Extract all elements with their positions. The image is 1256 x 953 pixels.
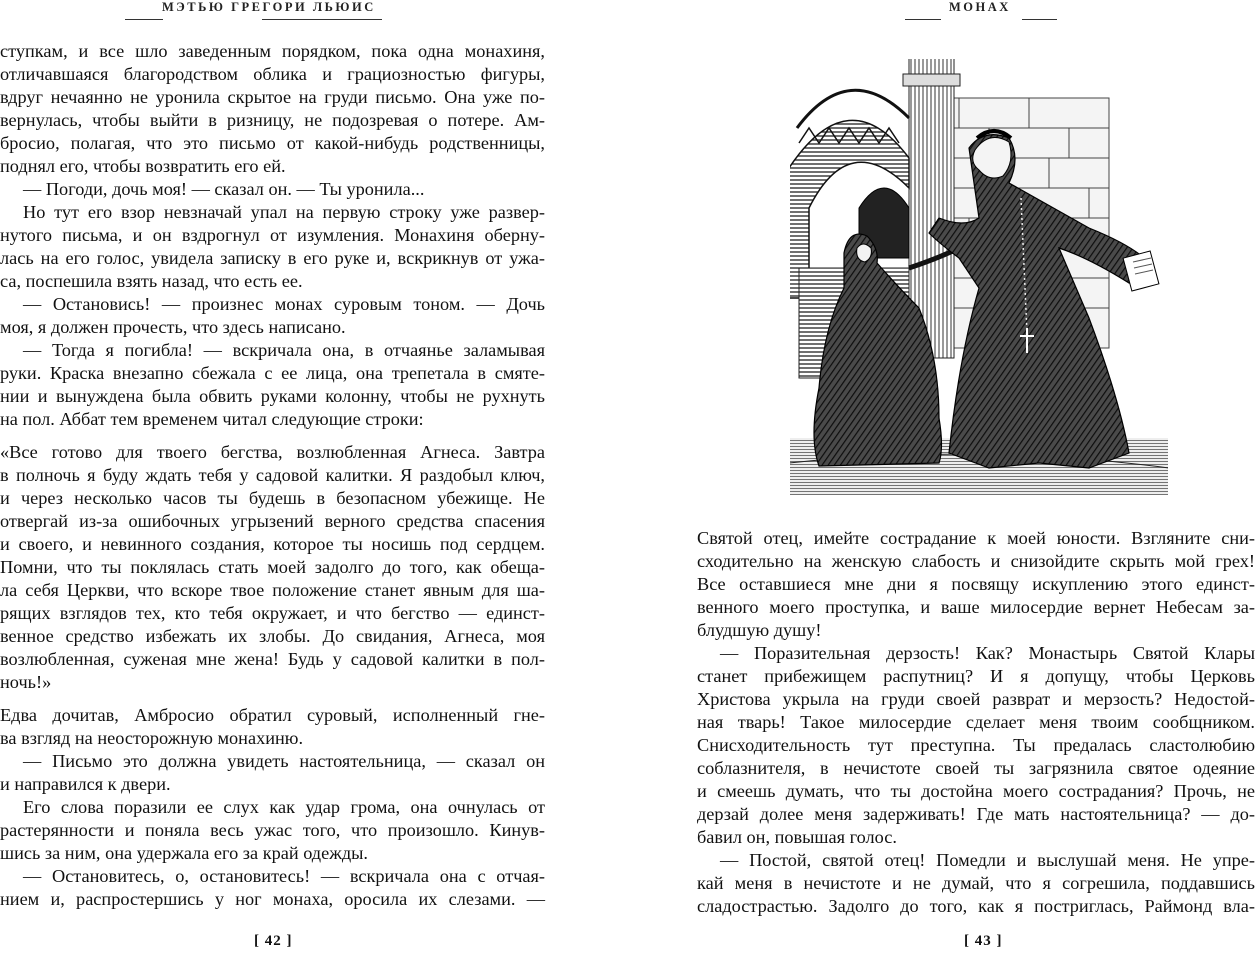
text-line: шись за ним, она удержала его за край одежды. (0, 843, 369, 863)
header-rule (1022, 19, 1057, 20)
text-line: и своего, и невинного создания, которое ты носишь под сердцем. (0, 534, 545, 554)
text-line: нием и, распростершись у ног монаха, оросила их слезами. — (0, 889, 545, 909)
paragraph-gap (0, 431, 545, 441)
text-line: венного моего проступка, и ваше милосердие вернет Небесам за- (697, 597, 1255, 617)
text-line: ва взгляд на неосторожную монахиню. (0, 728, 304, 748)
text-line: венное средство избежать их злобы. До свидания, Агнеса, моя (0, 626, 545, 646)
text-line: кай меня в нечистоте и не думай, что я согрешила, поддавшись (697, 873, 1255, 893)
text-line: ная тварь! Такое милосердие сделает меня твоим сообщником. (697, 712, 1255, 732)
text-line: нутого письма, и он вздрогнул от изумления. Монахиня оберну- (0, 225, 545, 245)
text-line: растерянности и поняла весь ужас того, что произошло. Кинув- (0, 820, 545, 840)
text-line: и через несколько часов ты будешь в безопасном убежище. Не (0, 488, 545, 508)
engraving-illustration (789, 58, 1169, 496)
text-line: вернулась, чтобы выйти в ризницу, не подозревая о потере. Ам- (0, 110, 545, 130)
body-text (697, 527, 1255, 918)
text-line: са, поспешила взять назад, что есть ее. (0, 271, 303, 291)
text-line: — Поразительная дерзость! Как? Монастырь Святой Клары (720, 643, 1255, 663)
text-line: Едва дочитав, Амбросио обратил суровый, исполненный гне- (0, 705, 545, 725)
text-line: блудшую душу! (697, 620, 822, 640)
text-line: Помни, что ты поклялась стать моей задолго до того, как обеща- (0, 557, 545, 577)
header-rule (125, 19, 163, 20)
header-rule (905, 19, 941, 20)
text-line: сходительно на женскую слабость и снизойдите скрыть мой грех! (697, 551, 1255, 571)
text-line: — Письмо это должна увидеть настоятельница, — сказал он (23, 751, 545, 771)
text-line: Все оставшиеся мне дни я посвящу искуплению этого единст- (697, 574, 1255, 594)
page-number: [ 42 ] (254, 933, 293, 949)
text-line: Христова укрыла на груди своей разврат и мерзость? Недостой- (697, 689, 1255, 709)
text-line: бросио, полагая, что это письмо от какой-нибудь родственницы, (0, 133, 545, 153)
text-line: дерзай долее меня задерживать! Где мать настоятельница? — до- (697, 804, 1255, 824)
text-line: бавил он, повышая голос. (697, 827, 897, 847)
text-line: «Все готово для твоего бегства, возлюбленная Агнеса. Завтра (0, 442, 545, 462)
text-line: вдруг нечаянно не уронила скрытое на груди письмо. Она уже по- (0, 87, 545, 107)
text-line: руки. Краска внезапно сбежала с ее лица, она трепетала в смяте- (0, 363, 545, 383)
text-line: — Остановись! — произнес монах суровым тоном. — Дочь (23, 294, 545, 314)
text-line: Снисходительность тут преступна. Ты предалась сластолюбию (697, 735, 1255, 755)
text-line: нии и вынуждена была обвить руками колонну, чтобы не рухнуть (0, 386, 545, 406)
text-line: и направился к двери. (0, 774, 171, 794)
right-page (697, 0, 1256, 953)
text-line: на пол. Аббат тем временем читал следующие строки: (0, 409, 424, 429)
running-header: МЭТЬЮ ГРЕГОРИ ЛЬЮИС (162, 0, 376, 14)
header-rule (262, 19, 382, 20)
text-line: возлюбленная, суженая мне жена! Будь у садовой калитки в пол- (0, 649, 545, 669)
text-line: — Погоди, дочь моя! — сказал он. — Ты уронила... (23, 179, 425, 199)
text-line: отвергай из-за ошибочных угрызений верного средства спасения (0, 511, 545, 531)
left-page (0, 0, 560, 953)
text-line: Но тут его взор невзначай упал на первую строку уже развер- (23, 202, 545, 222)
text-line: рящих взглядов тех, кто тебя окружает, и что бегство — единст- (0, 603, 545, 623)
text-line: ночь!» (0, 672, 52, 692)
text-line: Святой отец, имейте сострадание к моей юности. Взгляните сни- (697, 528, 1255, 548)
text-line: в полночь я буду ждать тебя у садовой калитки. Я раздобыл ключ, (0, 465, 545, 485)
text-line: моя, я должен прочесть, что здесь написано. (0, 317, 346, 337)
text-line: — Тогда я погибла! — вскричала она, в отчаянье заламывая (23, 340, 545, 360)
text-line: — Постой, святой отец! Помедли и выслушай меня. Не упре- (720, 850, 1255, 870)
text-line: станет прибежищем распутниц? И я допущу, чтобы Церковь (697, 666, 1255, 686)
text-line: лась на его голос, увидела записку в его руке и, вскрикнув от ужа- (0, 248, 545, 268)
text-line: Его слова поразили ее слух как удар грома, она очнулась от (23, 797, 545, 817)
body-text (0, 40, 545, 911)
text-line: отличавшаяся благородством облика и грациозностью фигуры, (0, 64, 545, 84)
text-line: ступкам, и все шло заведенным порядком, пока одна монахиня, (0, 41, 545, 61)
paragraph-gap (0, 694, 545, 704)
page-number: [ 43 ] (964, 933, 1003, 949)
text-line: ла себя Церкви, что вскоре твое положение станет явным для ша- (0, 580, 545, 600)
text-line: поднял его, чтобы возвратить его ей. (0, 156, 286, 176)
text-line: сладострастью. Задолго до того, как я постриглась, Раймонд вла- (697, 896, 1255, 916)
text-line: — Остановитесь, о, остановитесь! — вскричала она с отчая- (23, 866, 545, 886)
text-line: и смеешь думать, что ты достойна моего сострадания? Прочь, не (697, 781, 1255, 801)
running-header: МОНАХ (949, 0, 1011, 14)
text-line: соблазнителя, в нечистоте своей ты загрязнила святое одеяние (697, 758, 1255, 778)
